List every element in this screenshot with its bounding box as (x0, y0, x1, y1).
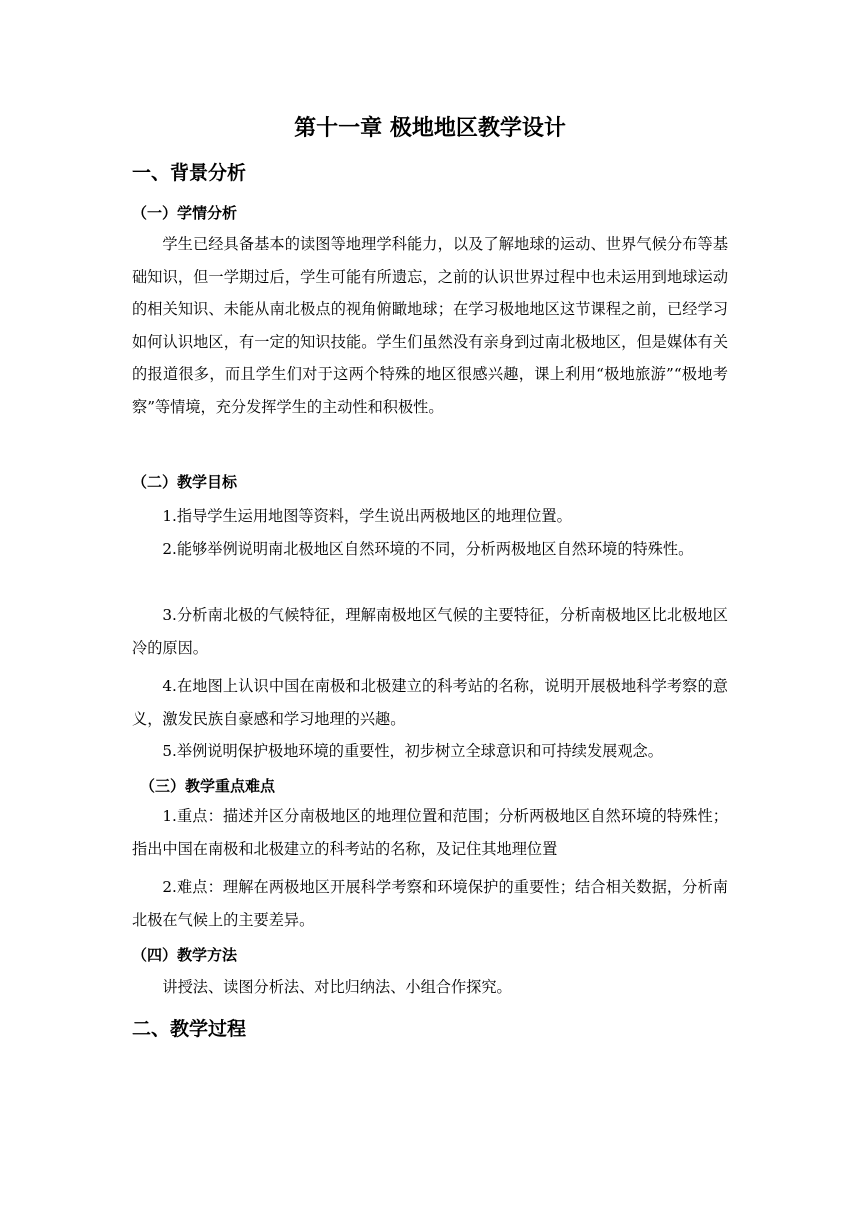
key-point-item-1: 1.重点：描述并区分南极地区的地理位置和范围；分析两极地区自然环境的特殊性；指出中国在南极和北极建立的科考站的名称，及记住其地理位置 (132, 807, 728, 858)
teaching-methods-paragraph: 讲授法、读图分析法、对比归纳法、小组合作探究。 (162, 978, 512, 996)
section-heading-background: 一、背景分析 (132, 162, 247, 184)
subsection-heading-teaching-goals: （二）教学目标 (132, 473, 238, 491)
section-heading-teaching-process: 二、教学过程 (132, 1018, 247, 1040)
subsection-heading-key-points: （三）教学重点难点 (140, 777, 276, 795)
document-title: 第十一章 极地地区教学设计 (294, 116, 566, 141)
subsection-heading-student-analysis: （一）学情分析 (132, 204, 238, 222)
teaching-goal-item-4: 4.在地图上认识中国在南极和北极建立的科考站的名称，说明开展极地科学考察的意义，激发民族自豪感和学习地理的兴趣。 (132, 677, 728, 728)
teaching-goal-item-3: 3.分析南北极的气候特征，理解南极地区气候的主要特征，分析南极地区比北极地区冷的原因。 (132, 606, 728, 657)
teaching-goal-item-5: 5.举例说明保护极地环境的重要性，初步树立全球意识和可持续发展观念。 (162, 742, 663, 760)
subsection-heading-teaching-methods: （四）教学方法 (132, 946, 238, 964)
teaching-goal-item-1: 1.指导学生运用地图等资料，学生说出两极地区的地理位置。 (162, 507, 572, 525)
student-analysis-paragraph: 学生已经具备基本的读图等地理学科能力，以及了解地球的运动、世界气候分布等基础知识，但一学期过后，学生可能有所遗忘，之前的认识世界过程中也未运用到地球运动的相关知识、未能从南北极点的视角俯瞰地球；在学习极地地区这节课程之前，已经学习如何认识地区，有一定的知识技能。学生们虽然没有亲身到过南北极地区，但是媒体有关的报道很多，而且学生们对于这两个特殊的地区很感兴趣，课上利用“极地旅游”“极地考察”等情境，充分发挥学生的主动性和积极性。 (132, 235, 728, 416)
teaching-goal-item-2: 2.能够举例说明南北极地区自然环境的不同，分析两极地区自然环境的特殊性。 (162, 540, 694, 558)
key-point-item-2: 2.难点：理解在两极地区开展科学考察和环境保护的重要性；结合相关数据，分析南北极在气候上的主要差异。 (132, 878, 728, 929)
